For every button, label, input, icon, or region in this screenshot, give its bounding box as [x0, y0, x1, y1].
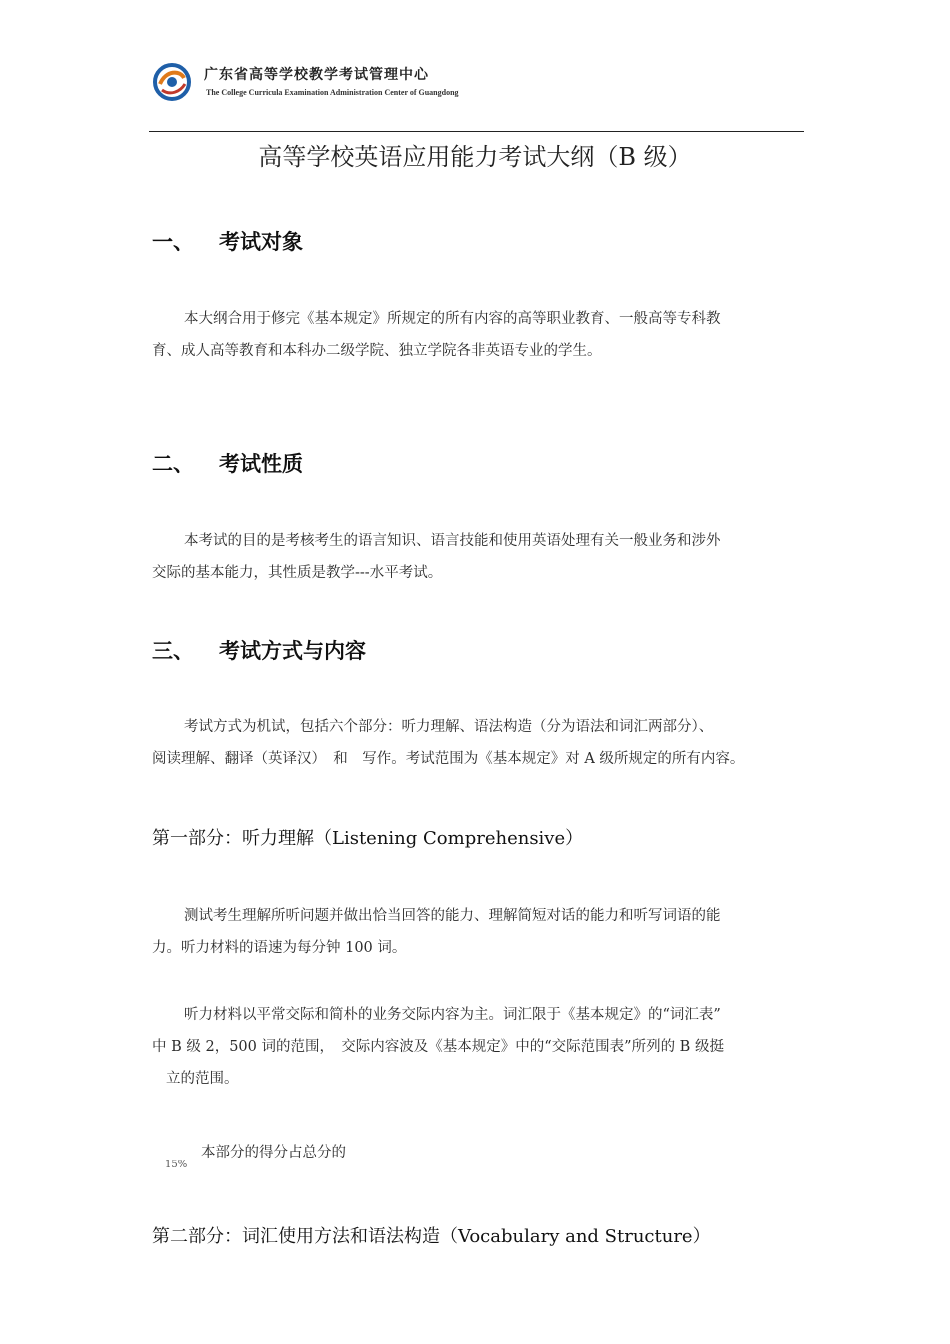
part-paragraph [152, 900, 820, 964]
paragraph-line: 中 B 级 2，500 词的范围， 交际内容波及《基本规定》中的“交际范围表”所列的 B 级挺 [152, 1039, 724, 1055]
paragraph-line: 交际的基本能力，其性质是教学---水平考试。 [152, 565, 443, 581]
section-number: 二、 [152, 452, 194, 476]
header-divider [149, 131, 804, 132]
section-paragraph [152, 711, 820, 775]
score-note: 本部分的得分占总分的 [201, 1145, 346, 1161]
paragraph-line: 测试考生理解所听问题并做出恰当回答的能力、理解简短对话的能力和听写词语的能 [184, 908, 721, 924]
score-percentage: 15% [165, 1160, 188, 1168]
paragraph-line: 阅读理解、翻译（英译汉） 和 写作。考试范围为《基本规定》对 A 级所规定的所有内容。 [152, 751, 745, 767]
section-title: 考试对象 [219, 230, 303, 254]
paragraph-line: 听力材料以平常交际和简朴的业务交际内容为主。词汇限于《基本规定》的“词汇表” [184, 1007, 721, 1023]
part-title: 第二部分：词汇使用方法和语法构造（Vocabulary and Structure） [152, 1226, 711, 1247]
section-title: 考试性质 [219, 452, 303, 476]
section-number: 一、 [152, 230, 194, 254]
paragraph-line: 本考试的目的是考核考生的语言知识、语言技能和使用英语处理有关一般业务和涉外 [184, 533, 721, 549]
part-title: 第一部分：听力理解（Listening Comprehensive） [152, 828, 584, 849]
section-paragraph [152, 525, 820, 589]
paragraph-line: 力。听力材料的语速为每分钟 100 词。 [152, 940, 407, 956]
org-name-cn: 广东省高等学校教学考试管理中心 [204, 67, 429, 83]
section-title: 考试方式与内容 [219, 639, 366, 663]
section-number: 三、 [152, 639, 194, 663]
section-paragraph [152, 303, 820, 367]
org-name-en: The College Curricula Examination Administration Center of Guangdong [206, 88, 459, 97]
paragraph-line: 考试方式为机试，包括六个部分：听力理解、语法构造（分为语法和词汇两部分）、 [184, 719, 714, 735]
part-paragraph [152, 999, 820, 1095]
document-title: 高等学校英语应用能力考试大纲（B 级） [258, 143, 692, 171]
paragraph-line: 立的范围。 [166, 1071, 239, 1087]
paragraph-line: 育、成人高等教育和本科办二级学院、独立学院各非英语专业的学生。 [152, 343, 602, 359]
org-logo [152, 62, 192, 102]
paragraph-line: 本大纲合用于修完《基本规定》所规定的所有内容的高等职业教育、一般高等专科教 [184, 311, 721, 327]
